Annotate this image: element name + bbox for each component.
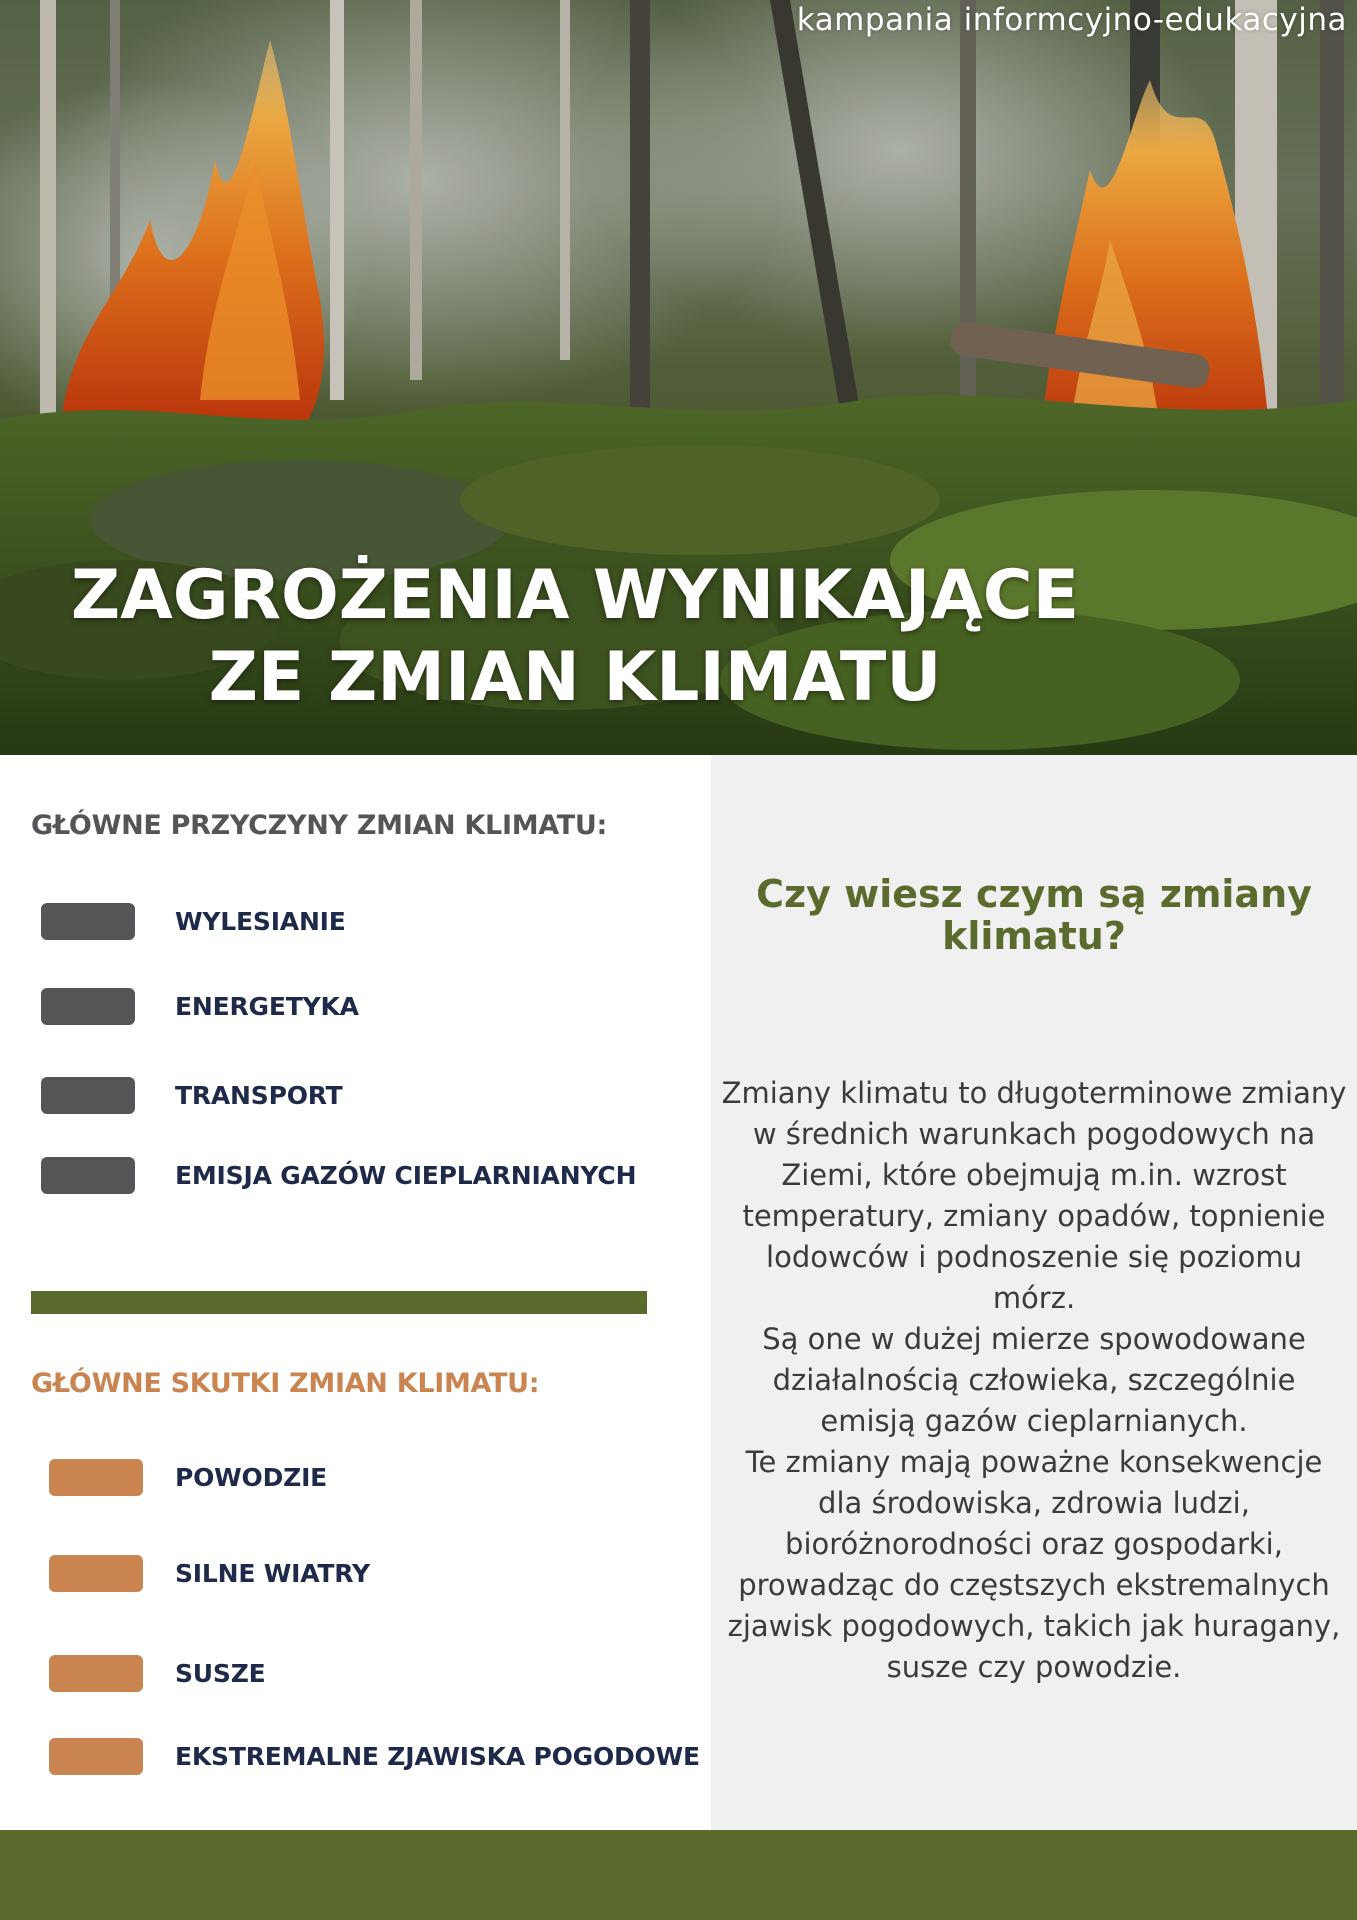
effect-item <box>0 1655 711 1695</box>
cause-item <box>0 903 711 943</box>
info-paragraph-1: Zmiany klimatu to długoterminowe zmiany w średnich warunkach pogodowych na Ziemi, które obejmują m.in. wzrost temperatury, zmiany opadów, topnienie lodowców i podnoszenie się poziomu mórz. <box>721 1076 1347 1315</box>
info-panel <box>711 755 1357 1830</box>
effects-heading: GŁÓWNE SKUTKI ZMIAN KLIMATU: <box>31 1368 540 1399</box>
campaign-label: kampania informcyjno-edukacyjna <box>796 2 1347 38</box>
title-line-1: ZAGROŻENIA WYNIKAJĄCE <box>70 556 1080 635</box>
cause-label: EMISJA GAZÓW CIEPLARNIANYCH <box>175 1161 637 1190</box>
cause-label: WYLESIANIE <box>175 907 346 936</box>
footer-band <box>0 1830 1357 1920</box>
cause-item <box>0 1077 711 1117</box>
info-body <box>721 1073 1347 1688</box>
section-divider <box>31 1291 647 1314</box>
bullet-chip <box>41 988 135 1025</box>
effect-label: EKSTREMALNE ZJAWISKA POGODOWE <box>175 1742 700 1771</box>
effect-item <box>0 1555 711 1595</box>
info-paragraph-2: Są one w dużej mierze spowodowane działalnością człowieka, szczególnie emisją gazów cieplarnianych. <box>762 1322 1306 1438</box>
effect-item <box>0 1738 711 1778</box>
bullet-chip <box>49 1738 143 1775</box>
causes-heading: GŁÓWNE PRZYCZYNY ZMIAN KLIMATU: <box>31 810 608 841</box>
effect-label: POWODZIE <box>175 1463 328 1492</box>
cause-label: ENERGETYKA <box>175 992 359 1021</box>
page-title <box>0 555 1150 719</box>
info-question: Czy wiesz czym są zmiany klimatu? <box>756 872 1312 958</box>
effect-label: SILNE WIATRY <box>175 1559 370 1588</box>
bullet-chip <box>41 903 135 940</box>
bullet-chip <box>41 1157 135 1194</box>
hero-banner <box>0 0 1357 755</box>
bullet-chip <box>41 1077 135 1114</box>
info-paragraph-3: Te zmiany mają poważne konsekwencje dla środowiska, zdrowia ludzi, bioróżnorodności oraz gospodarki, prowadząc do częstszych ekstremalnych zjawisk pogodowych, takich jak huragany, susze czy powodzie. <box>727 1445 1341 1684</box>
title-line-2: ZE ZMIAN KLIMATU <box>208 638 942 717</box>
cause-label: TRANSPORT <box>175 1081 343 1110</box>
effect-label: SUSZE <box>175 1659 266 1688</box>
bullet-chip <box>49 1555 143 1592</box>
cause-item <box>0 988 711 1028</box>
bullet-chip <box>49 1655 143 1692</box>
bullet-chip <box>49 1459 143 1496</box>
causes-effects-column <box>0 755 711 1830</box>
cause-item <box>0 1157 711 1197</box>
effect-item <box>0 1459 711 1499</box>
